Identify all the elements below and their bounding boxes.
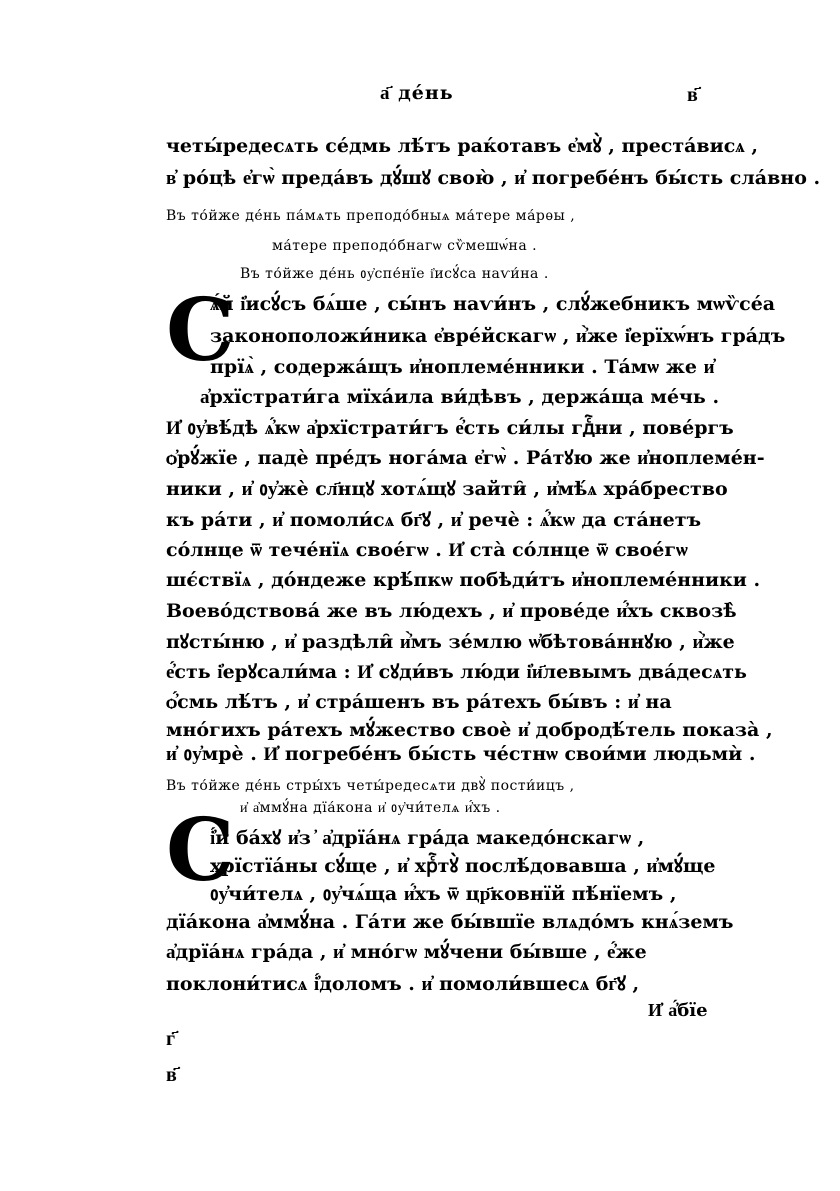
text-line-24: і҆́и ба́хꙋ и҆з ҆ а҆дрїа́нѧ гра́да македо́нскагѡ , bbox=[210, 827, 645, 849]
text-line-10: И҆ ᲂу҆вѣ́дѣ ѧ҆́кѡ а҆рхїстрати́гъ е҆́сть си́лы гдⷭ҇ни , повéргъ bbox=[166, 417, 734, 439]
catchword: И҆ а҆́бїе bbox=[648, 1000, 708, 1021]
text-line-14: со́лнце ѿ тече́нїѧ свое́гѡ . И҆ ста̀ со́лнце ѿ свое́гѡ bbox=[166, 539, 688, 561]
text-line-18: е҆́сть і҆ерꙋсали́ма : И҆ сꙋди́въ лю́ди і҆и҃левымъ два́десѧть bbox=[166, 661, 747, 683]
drop-cap-1: С bbox=[166, 280, 235, 381]
folio-header-left: а҃ де́нь bbox=[380, 82, 454, 104]
text-line-11: ѻ҆рꙋ́жїе , падѐ пре́дъ нога́ма е҆гѡ̀ . Ра́тꙋю же и҆ноплеме́н- bbox=[166, 447, 765, 469]
folio-number-right: в҃ bbox=[687, 82, 698, 106]
text-line-21: и҆ ᲂу҆мрѐ . И҆ погребе́нъ бы́сть че́стнѡ свои́ми людьмѝ . bbox=[166, 743, 756, 765]
text-line-17: пꙋсты́ню , и҆ раздѣли̑ и҆̀мъ зе́млю ѡ҆бѣтова́ннꙋю , и҆̀же bbox=[166, 631, 735, 653]
text-line-19: ѻ҆́смь лѣ́тъ , и҆ стра́шенъ въ ра́техъ бы́въ : и҆ на bbox=[166, 691, 672, 713]
text-line-3: Въ то́йже де́нь па́мѧть преподо́бныѧ ма́тере ма́рѳы , bbox=[166, 208, 576, 224]
text-line-20: мно́гихъ ра́техъ мꙋ́жество своѐ и҆ добродѣ́тель показа̀ , bbox=[166, 719, 773, 741]
text-line-5: Въ то́йже де́нь ᲂу҆спе́нїе і҆исꙋ́са наѵи́на . bbox=[240, 266, 549, 282]
text-line-26: ᲂу҆чи́телѧ , ᲂу҆чѧ́ща и҆́хъ ѿ цр҃ковнїй пѣ́нїемъ , bbox=[210, 883, 677, 905]
text-line-9: а҆рхїстрати́га мїха́ила ви́дѣвъ , держа́ща ме́чь . bbox=[200, 386, 720, 408]
text-line-23: и҆ а҆ммꙋ́на дїа́кона и҆ ᲂу҆чи́телѧ и҆́хъ . bbox=[240, 800, 501, 816]
text-line-7: законоположи́ника е҆вре́йскагѡ , и҆̀же і҆ерїхѡ́нъ гра́дъ bbox=[210, 325, 786, 347]
text-line-1: четы́редесѧть се́дмь лѣ́тъ раќотавъ е҆мꙋ̀ , преста́висѧ , bbox=[166, 135, 759, 157]
signature-mark-bottom: в҃ bbox=[166, 1062, 177, 1086]
drop-cap-2: С bbox=[166, 800, 235, 901]
text-line-25: хрїстїа́ны сꙋ́ще , и҆ хрⷭ҇тꙋ̀ послѣ́довавша , и҆мꙋ́ще bbox=[210, 855, 716, 877]
text-line-28: а҆дрїа́нѧ гра́да , и҆ мно́гѡ мꙋ́чени бы́вше , е҆́же bbox=[166, 941, 647, 963]
text-line-16: Воево́дствова́ же въ лю́дехъ , и҆ прове́де и҆́хъ сквозѣ̀ bbox=[166, 600, 737, 622]
text-line-27: дїа́кона а҆ммꙋ́на . Га́ти же бы́вшїе влѧдо́мъ кнѧ́земъ bbox=[166, 911, 734, 933]
text-line-13: къ ра́ти , и҆ помоли́сѧ бг҃ꙋ , и҆ речѐ : ѧ҆́кѡ да ста́нетъ bbox=[166, 509, 702, 531]
text-line-6: ѧ́й і҆исꙋ́съ бѧ́ше , сы́нъ наѵи́нъ , слꙋ́жебникъ мѡѷсе́а bbox=[210, 293, 776, 315]
text-line-29: поклони́тисѧ і҆́доломъ . и҆ помоли́вшесѧ бг҃ꙋ , bbox=[166, 973, 640, 995]
text-line-15: шє́ствїѧ , до́ндеже крѣ́пкѡ побѣди́тъ и҆ноплеме́нники . bbox=[166, 569, 761, 591]
text-line-2: в҆ ро́цѣ е҆гѡ̀ преда́въ дꙋ́шꙋ свою̀ , и҆ погребе́нъ бы́сть сла́вно . bbox=[166, 167, 821, 189]
text-line-4: ма́тере преподо́бнагѡ сѷмешѡ́на . bbox=[272, 238, 538, 254]
text-line-22: Въ то́йже де́нь стры́хъ четы́редесѧти двꙋ̀ пости́ицъ , bbox=[166, 778, 575, 794]
text-line-8: прїѧ̀ , содержа́щъ и҆ноплеме́нники . Та́мѡ же и҆ bbox=[210, 356, 715, 378]
signature-mark-top: г҃ bbox=[166, 1026, 176, 1050]
text-line-12: ники , и҆ ᲂу҆жѐ сл҃нцꙋ хотѧ́щꙋ зайти̑ , и҆мѣ́ѧ хра́брество bbox=[166, 478, 728, 500]
